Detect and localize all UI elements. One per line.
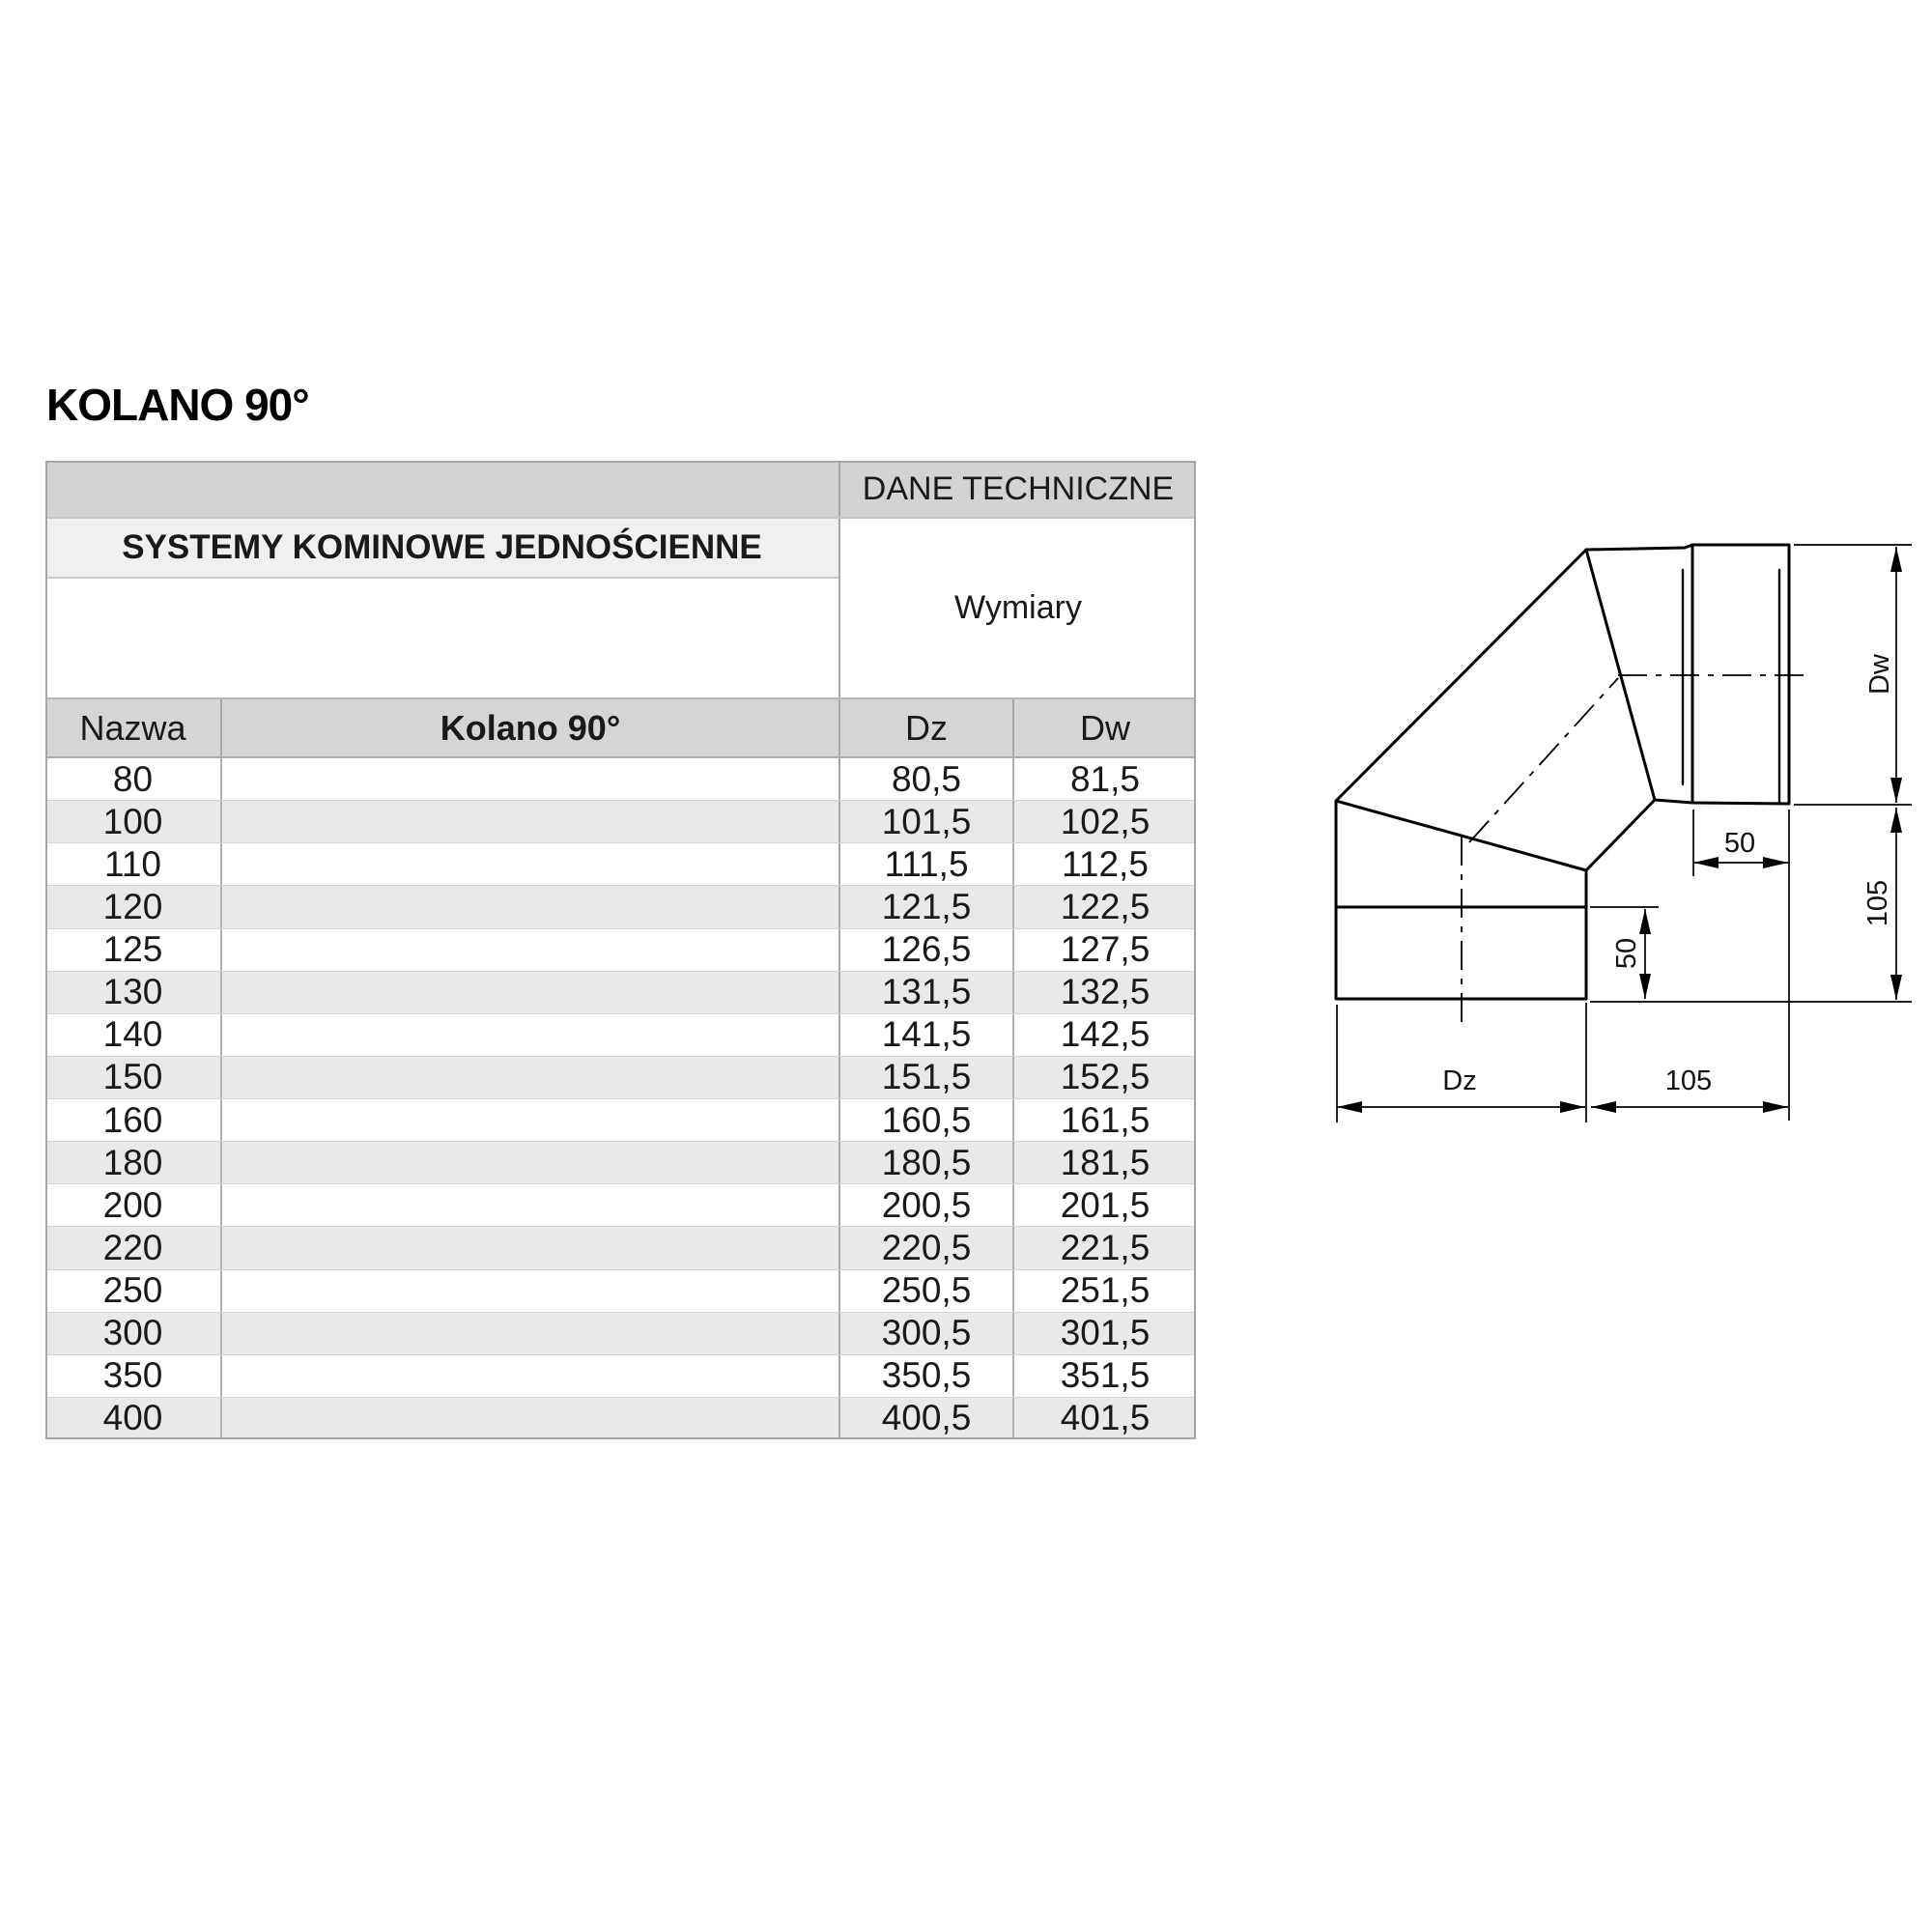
cell-dz: 141,5	[838, 1014, 1012, 1056]
table-row	[45, 1056, 1196, 1098]
cell-nazwa: 130	[102, 972, 163, 1012]
table-row	[45, 885, 1196, 927]
cell-nazwa: 300	[102, 1313, 163, 1353]
cell-nazwa: 200	[102, 1184, 163, 1225]
cell-nazwa: 110	[104, 843, 161, 884]
dim-label-bottom-length: 105	[1664, 1065, 1713, 1096]
table-row	[45, 928, 1196, 971]
cell-dw: 102,5	[1012, 801, 1196, 842]
cell-dw: 142,5	[1012, 1014, 1196, 1056]
cell-dw: 251,5	[1012, 1270, 1196, 1312]
cell-nazwa: 150	[102, 1057, 163, 1097]
table-row	[45, 758, 1196, 800]
elbow-outline	[1336, 545, 1789, 999]
column-header-nazwa: Nazwa	[79, 707, 186, 748]
cell-product	[220, 1184, 838, 1226]
cell-dw: 112,5	[1012, 843, 1196, 885]
page-title: KOLANO 90°	[46, 380, 309, 430]
table-row	[45, 1141, 1196, 1183]
cell-nazwa: 125	[102, 929, 163, 970]
technical-data-table	[45, 461, 1196, 1439]
table-row	[45, 971, 1196, 1013]
cell-nazwa: 400	[102, 1398, 163, 1438]
dimension-arrows	[1337, 547, 1902, 1113]
extension-lines	[1337, 545, 1912, 1122]
cell-product	[220, 929, 838, 971]
cell-dw: 161,5	[1012, 1099, 1196, 1141]
empty-cell	[45, 579, 838, 697]
cell-nazwa: 220	[102, 1227, 163, 1267]
cell-nazwa: 80	[112, 758, 154, 799]
cell-product	[220, 1270, 838, 1312]
section-header-cell: SYSTEMY KOMINOWE JEDNOŚCIENNE	[45, 519, 838, 579]
cell-product	[220, 1398, 838, 1439]
dim-label-pipe-depth: 50	[1611, 937, 1642, 970]
cell-dw: 301,5	[1012, 1313, 1196, 1354]
dim-label-socket-depth: 50	[1723, 828, 1756, 859]
table-body	[45, 758, 1196, 1439]
dimensions-header-cell: Wymiary	[838, 519, 1196, 697]
table-row	[45, 800, 1196, 842]
elbow-technical-drawing	[1285, 502, 1932, 1140]
cell-dw: 81,5	[1012, 758, 1196, 800]
column-header-product: Kolano 90°	[220, 699, 838, 756]
cell-nazwa: 140	[102, 1014, 163, 1055]
cell-nazwa: 120	[102, 886, 163, 926]
cell-dw: 152,5	[1012, 1057, 1196, 1098]
cell-dz: 350,5	[838, 1355, 1012, 1397]
column-header-dz: Dz	[838, 699, 1012, 756]
cell-dw: 132,5	[1012, 972, 1196, 1013]
cell-product	[220, 1313, 838, 1354]
cell-product	[220, 1057, 838, 1098]
table-row	[45, 1397, 1196, 1439]
cell-dz: 121,5	[838, 886, 1012, 927]
table-top-header-row	[45, 461, 1196, 519]
cell-dz: 180,5	[838, 1142, 1012, 1183]
dimension-lines	[1337, 547, 1896, 1107]
cell-product	[220, 1142, 838, 1183]
cell-product	[220, 758, 838, 800]
cell-dz: 101,5	[838, 801, 1012, 842]
cell-dz: 80,5	[838, 758, 1012, 800]
table-row	[45, 1013, 1196, 1056]
cell-dw: 127,5	[1012, 929, 1196, 971]
cell-dw: 201,5	[1012, 1184, 1196, 1226]
cell-product	[220, 801, 838, 842]
cell-product	[220, 886, 838, 927]
cell-nazwa: 160	[102, 1099, 163, 1140]
cell-dz: 160,5	[838, 1099, 1012, 1141]
cell-product	[220, 1014, 838, 1056]
top-header-cell: DANE TECHNICZNE	[838, 461, 1196, 517]
cell-product	[220, 1227, 838, 1268]
top-header-spacer-cell	[45, 461, 838, 517]
cell-product	[220, 972, 838, 1013]
cell-dz: 400,5	[838, 1398, 1012, 1439]
table-row	[45, 1183, 1196, 1226]
cell-nazwa: 100	[102, 801, 163, 841]
dim-label-dw: Dw	[1864, 654, 1895, 695]
table-row	[45, 1226, 1196, 1268]
cell-dw: 122,5	[1012, 886, 1196, 927]
cell-dw: 401,5	[1012, 1398, 1196, 1439]
table-row	[45, 1354, 1196, 1397]
dim-label-dz: Dz	[1442, 1065, 1477, 1096]
table-row	[45, 1312, 1196, 1354]
cell-product	[220, 1355, 838, 1397]
column-header-row	[45, 697, 1196, 758]
table-row	[45, 842, 1196, 885]
table-row	[45, 1269, 1196, 1312]
cell-dz: 300,5	[838, 1313, 1012, 1354]
cell-nazwa: 350	[102, 1355, 163, 1396]
column-header-dw: Dw	[1012, 699, 1196, 756]
cell-dz: 220,5	[838, 1227, 1012, 1268]
cell-dz: 111,5	[838, 843, 1012, 885]
cell-product	[220, 1099, 838, 1141]
dim-label-side-length: 105	[1862, 879, 1893, 927]
cell-nazwa: 250	[102, 1270, 163, 1311]
cell-dz: 250,5	[838, 1270, 1012, 1312]
cell-dz: 131,5	[838, 972, 1012, 1013]
cell-dw: 351,5	[1012, 1355, 1196, 1397]
cell-dw: 181,5	[1012, 1142, 1196, 1183]
cell-dz: 151,5	[838, 1057, 1012, 1098]
cell-dz: 200,5	[838, 1184, 1012, 1226]
cell-nazwa: 180	[102, 1142, 163, 1182]
cell-dw: 221,5	[1012, 1227, 1196, 1268]
cell-product	[220, 843, 838, 885]
table-row	[45, 1098, 1196, 1141]
cell-dz: 126,5	[838, 929, 1012, 971]
